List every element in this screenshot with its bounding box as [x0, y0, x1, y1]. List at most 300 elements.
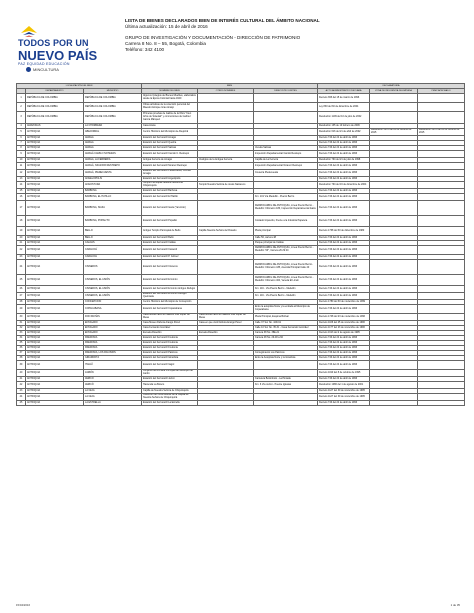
- table-cell: Decreto 1190 del 8 de octubre de 1995: [318, 370, 370, 377]
- table-cell: ANTIOQUIA: [26, 300, 84, 305]
- table-cell: [198, 170, 254, 177]
- table-cell: ANTIOQUIA: [26, 227, 84, 236]
- table-cell: Decreto 746 del 24 de abril de 1996: [318, 194, 370, 201]
- table-cell: [370, 293, 418, 300]
- table-cell: FERROCARRIL DE ANTIOQUIA, Línea Puerto Berrío-Medellín: Kilómetro 435, Avenida Principal Calle 40: [254, 260, 318, 275]
- table-cell: Casa Arana: [142, 124, 198, 129]
- table-cell: LA CEJA: [84, 389, 142, 394]
- table-cell: [198, 112, 254, 124]
- heritage-table: [16, 83, 465, 406]
- table-cell: [198, 361, 254, 370]
- table-cell: 42: [17, 382, 26, 389]
- table-cell: 39: [17, 361, 26, 370]
- table-cell: ABEJORRAL: [84, 129, 142, 136]
- table-cell: ANTIOQUIA: [26, 246, 84, 255]
- table-cell: AMAGÁ: [84, 141, 142, 146]
- table-cell: 28: [17, 300, 26, 305]
- table-cell: [254, 394, 318, 401]
- table-cell: Parque principal de Caldas: [254, 241, 318, 246]
- table-cell: Decreto 1780 del 30 de noviembre de 1999: [318, 300, 370, 305]
- table-cell: 34: [17, 336, 26, 341]
- table-cell: Km. 116 - Vía Puerto Berrío - Medellín: [254, 293, 318, 300]
- table-cell: [418, 401, 465, 406]
- table-cell: Estación del Ferrocarril Itagüí: [142, 361, 198, 370]
- table-cell: Estación del Ferrocarril Amagá: [142, 136, 198, 141]
- table-cell: Decreto 1177 del 23 de noviembre de 1996: [318, 326, 370, 331]
- table-cell: Escuela Rosellón: [198, 331, 254, 336]
- page-header: [0, 0, 474, 80]
- table-cell: Decreto 746 del 24 de abril de 1996: [318, 260, 370, 275]
- table-cell: Decreto 746 del 24 de abril de 1996: [318, 246, 370, 255]
- table-cell: 10: [17, 158, 26, 163]
- table-cell: LA CEJA: [84, 394, 142, 401]
- table-cell: [418, 314, 465, 321]
- table-row: [17, 370, 465, 377]
- table-cell: Carrera 48 No. 29-48 a 60: [254, 336, 318, 341]
- table-cell: Estación del Ferrocarril Isaza (Yarumito): [142, 201, 198, 216]
- table-cell: 27: [17, 293, 26, 300]
- table-cell: [418, 182, 465, 189]
- table-cell: Templo Parroquial Nuestra Señora de Chiquinquirá: [142, 182, 198, 189]
- table-cell: Decreto 746 del 24 de abril de 1996: [318, 351, 370, 356]
- table-cell: [254, 370, 318, 377]
- table-cell: Antigua Ferrería de Amagá: [142, 158, 198, 163]
- table-cell: Plaza Principal, Esquina Bolívar: [254, 314, 318, 321]
- table-cell: Resolución 1109 del 10 de julio de 2002: [318, 112, 370, 124]
- table-row: [17, 361, 465, 370]
- table-cell: [254, 112, 318, 124]
- table-cell: Capilla de Nuestra Señora de Chiquinquirá: [142, 389, 198, 394]
- table-cell: ANTIOQUIA: [26, 346, 84, 351]
- table-cell: Estación del Ferrocarril Palomos: [142, 351, 198, 356]
- table-cell: Estación del Ferrocarril Quebra: [142, 141, 198, 146]
- table-cell: ANTIOQUIA: [26, 326, 84, 331]
- document-title: LISTA DE BIENES DECLARADOS BIEN DE INTERÉS CULTURAL DEL ÁMBITO NACIONAL: [125, 18, 320, 23]
- table-cell: ANTIOQUIA: [26, 331, 84, 336]
- table-cell: [418, 227, 465, 236]
- table-cell: Decreto 746 del 24 de abril de 1996: [318, 170, 370, 177]
- table-cell: [370, 216, 418, 227]
- table-cell: [418, 194, 465, 201]
- table-cell: Casa donde nació el maestro Luis López de Mesa: [142, 314, 198, 321]
- table-cell: BARBOSA, ISAZA: [84, 201, 142, 216]
- table-cell: [198, 401, 254, 406]
- table-cell: [418, 103, 465, 112]
- table-cell: [370, 182, 418, 189]
- table-cell: Decreto 746 del 24 de abril de 1996: [318, 146, 370, 151]
- table-row: [17, 227, 465, 236]
- table-cell: Decreto 746 del 24 de abril de 1996: [318, 216, 370, 227]
- table-cell: ANTIOQUIA: [26, 236, 84, 241]
- table-cell: 15: [17, 189, 26, 194]
- table-cell: Casa Fernando González: [142, 326, 198, 331]
- table-cell: [254, 401, 318, 406]
- table-cell: Estación del Ferrocarril Barbosa: [142, 189, 198, 194]
- table-cell: Cresería Piedecuesta: [254, 170, 318, 177]
- table-body: [17, 94, 465, 406]
- table-cell: ANTIOQUIA: [26, 129, 84, 136]
- table-cell: ANTIOQUIA: [26, 194, 84, 201]
- table-cell: ANTIOQUIA: [26, 260, 84, 275]
- table-cell: [198, 260, 254, 275]
- table-cell: Estación del Ferrocarril Popalito: [142, 216, 198, 227]
- column-header: ZONA DE INFLUENCIA DELIMITADA: [370, 89, 418, 94]
- table-cell: [198, 201, 254, 216]
- table-cell: [418, 275, 465, 286]
- table-cell: REPÚBLICA DE COLOMBIA: [26, 112, 84, 124]
- table-cell: 13: [17, 177, 26, 182]
- logo-line-2: NUEVO PAÍS: [18, 48, 98, 63]
- table-cell: [198, 370, 254, 377]
- table-cell: Decreto 746 del 24 de abril de 1996: [318, 356, 370, 361]
- table-cell: Decreto 746 del 24 de abril de 1996: [318, 177, 370, 182]
- table-cell: ANTIOQUIA: [26, 141, 84, 146]
- table-cell: ANTIOQUIA: [26, 382, 84, 389]
- table-cell: Estación del Ferrocarril El Limón Refugio Quebrada: [142, 293, 198, 300]
- table-cell: Estación del Ferrocarril Salinas: [142, 146, 198, 151]
- table-cell: Decreto 746 del 24 de abril de 1996: [318, 151, 370, 158]
- table-row: [17, 275, 465, 286]
- table-cell: Resolución 135 de 10 febrero de 2006: [318, 124, 370, 129]
- table-cell: CARACOLÍ: [84, 246, 142, 255]
- table-cell: [418, 260, 465, 275]
- table-cell: BARBOSA, EL HATILLO: [84, 194, 142, 201]
- table-cell: ENVIGADO: [84, 331, 142, 336]
- table-cell: ANGOSTURA: [84, 182, 142, 189]
- table-cell: Decreto 746 del 24 de abril de 1996: [318, 336, 370, 341]
- table-cell: [418, 286, 465, 293]
- table-cell: BELLO: [84, 236, 142, 241]
- address: Carrera 8 No. 8 – 55, Bogotá, Colombia: [125, 41, 206, 46]
- table-cell: Estación del Ferrocarril Jericó: [142, 377, 198, 382]
- table-cell: ANTIOQUIA: [26, 401, 84, 406]
- table-cell: CISNEROS, EL LIMÓN: [84, 275, 142, 286]
- table-cell: [254, 182, 318, 189]
- table-cell: 43: [17, 389, 26, 394]
- footer-date: 15/04/2016: [16, 603, 30, 607]
- table-cell: [418, 151, 465, 158]
- table-row: [17, 201, 465, 216]
- table-cell: 26: [17, 286, 26, 293]
- table-cell: 6: [17, 136, 26, 141]
- table-cell: Conjunto de la Plaza Principal del Municipio de Jardín: [142, 370, 198, 377]
- table-cell: [198, 194, 254, 201]
- table-cell: Colección de Obra Mueble de la Capilla de Nuestra Señora de Chiquinquirá: [142, 394, 198, 401]
- table-cell: Resolución 3078 del 22 de octubre de 2015: [418, 129, 465, 136]
- table-cell: 4: [17, 124, 26, 129]
- table-cell: FREDONIA: [84, 341, 142, 346]
- table-cell: [418, 112, 465, 124]
- table-cell: [198, 94, 254, 103]
- table-cell: Estación del Ferrocarril Camilo C. Restrepo: [142, 151, 198, 158]
- table-cell: Calle 56, carrera 48: [254, 236, 318, 241]
- table-cell: [254, 361, 318, 370]
- table-cell: ANTIOQUIA: [26, 321, 84, 326]
- table-cell: 32: [17, 326, 26, 331]
- table-cell: [418, 163, 465, 170]
- table-cell: 21: [17, 241, 26, 246]
- table-cell: Centro Histórico del Municipio de Abejorral: [142, 129, 198, 136]
- table-cell: ANTIOQUIA: [26, 151, 84, 158]
- table-cell: ANTIOQUIA: [26, 241, 84, 246]
- table-cell: 37: [17, 351, 26, 356]
- table-cell: AMAGÁ: [84, 136, 142, 141]
- table-cell: Primeras pruebas de Gaitrie de la Obra "Cien Años de Soledad" y conmociones de Gabriel García Márquez: [142, 112, 198, 124]
- table-cell: ANTIOQUIA: [26, 286, 84, 293]
- table-cell: JERICÓ: [84, 382, 142, 389]
- table-cell: [418, 201, 465, 216]
- table-cell: Decreto 1166 del 25 de noviembre de 1996: [318, 321, 370, 326]
- table-cell: 5: [17, 129, 26, 136]
- table-cell: ANTIOQUIA: [26, 163, 84, 170]
- document-heading: [125, 18, 320, 53]
- table-cell: [254, 94, 318, 103]
- table-cell: 1: [17, 94, 26, 103]
- table-cell: [418, 394, 465, 401]
- table-cell: ANTIOQUIA: [26, 305, 84, 314]
- table-cell: Estación del Ferrocarril Caldas: [142, 241, 198, 246]
- table-cell: Antiguo Templo Parroquial de Bello: [142, 227, 198, 236]
- table-cell: Decreto 746 del 24 de abril de 1996: [318, 401, 370, 406]
- table-cell: Estación del Ferrocarril Fredonia: [142, 346, 198, 351]
- table-row: [17, 129, 465, 136]
- colombia-flag-icon: [20, 25, 38, 39]
- table-row: [17, 246, 465, 255]
- table-cell: Casa en que vivió Débora Arango Pérez: [198, 321, 254, 326]
- table-cell: 16: [17, 194, 26, 201]
- table-cell: 19: [17, 227, 26, 236]
- table-cell: 41: [17, 377, 26, 382]
- table-cell: CALDAS: [84, 241, 142, 246]
- table-cell: Estación del Ferrocarril Girardota: [142, 356, 198, 361]
- table-cell: 20: [17, 236, 26, 241]
- table-cell: [370, 370, 418, 377]
- table-cell: COPACABANA: [84, 305, 142, 314]
- table-cell: [418, 370, 465, 377]
- table-cell: Estación del Ferrocarril El Limón: [142, 275, 198, 286]
- table-cell: Calle 37 Sur No. 44D-91: [254, 321, 318, 326]
- table-cell: Estación del Ferrocarril Bello: [142, 236, 198, 241]
- table-cell: Capilla de La Ferrería: [254, 158, 318, 163]
- table-cell: Decreto 746 del 24 de abril de 1996: [318, 377, 370, 382]
- table-cell: Estación del Ferrocarril Piedecuesta, Corrala Amagá: [142, 170, 198, 177]
- table-cell: 30: [17, 314, 26, 321]
- table-row: [17, 182, 465, 189]
- table-cell: [418, 382, 465, 389]
- table-cell: 8: [17, 146, 26, 151]
- ministry-dot-icon: [26, 67, 31, 72]
- table-row: [17, 163, 465, 170]
- table-cell: AMAGÁ CAMILO NOTERAS: [84, 151, 142, 158]
- table-cell: Templo Nuestra Señora de Jesús Nazareno: [198, 182, 254, 189]
- table-cell: Escuela Rosellón: [142, 331, 198, 336]
- table-cell: CISNEROS: [84, 260, 142, 275]
- table-cell: 45: [17, 401, 26, 406]
- table-cell: ENVIGADO: [84, 326, 142, 331]
- table-cell: ANTIOQUIA: [26, 314, 84, 321]
- table-cell: [370, 275, 418, 286]
- table-cell: ANTIOQUIA: [26, 189, 84, 194]
- table-cell: 31: [17, 321, 26, 326]
- table-cell: [370, 227, 418, 236]
- table-cell: [198, 382, 254, 389]
- group-header-bien: BIEN: [142, 84, 318, 89]
- table-cell: Estación del Ferrocarril El Limón Antiguo Refugio: [142, 286, 198, 293]
- column-header: PEMP APROBADO: [418, 89, 465, 94]
- table-cell: Estación del Ferrocarril La Estrella: [142, 401, 198, 406]
- table-cell: FERROCARRIL DE ANTIOQUIA, Línea Puerto Berrío - Medellín: 56°, Carrera 26 29 00: [254, 246, 318, 255]
- table-row: [17, 401, 465, 406]
- table-cell: REPÚBLICA DE COLOMBIA: [84, 103, 142, 112]
- table-cell: [418, 305, 465, 314]
- table-cell: Decreto 746 del 24 de abril de 1996: [318, 341, 370, 346]
- table-cell: 38: [17, 356, 26, 361]
- table-row: [17, 293, 465, 300]
- table-row: [17, 314, 465, 321]
- table-cell: ANTIOQUIA: [26, 361, 84, 370]
- table-cell: [198, 103, 254, 112]
- table-cell: AMAGÁ, PIEDECUESTA: [84, 170, 142, 177]
- table-cell: Decreto 746 del 24 de abril de 1996: [318, 136, 370, 141]
- table-cell: 33: [17, 331, 26, 336]
- group-name: GRUPO DE INVESTIGACIÓN Y DOCUMENTACIÓN - DIRECCIÓN DE PATRIMONIO: [125, 35, 301, 40]
- table-cell: ANTIOQUIA: [26, 146, 84, 151]
- table-cell: ANTIOQUIA: [26, 351, 84, 356]
- table-cell: AMAZONAS: [26, 124, 84, 129]
- table-cell: Decreto 746 del 24 de abril de 1996: [318, 141, 370, 146]
- table-cell: 17: [17, 201, 26, 216]
- table-cell: [370, 305, 418, 314]
- table-cell: Inspección Departamental Camilo Restrepo: [254, 151, 318, 158]
- table-cell: Decreto 746 del 24 de abril de 1996: [318, 275, 370, 286]
- table-cell: Entre la Autopista Norte y la Girardota: [254, 356, 318, 361]
- table-cell: REPÚBLICA DE COLOMBIA: [26, 103, 84, 112]
- table-row: [17, 170, 465, 177]
- table-cell: Estación del Ferrocarril Caracolí: [142, 246, 198, 255]
- table-cell: JERICÓ: [84, 377, 142, 382]
- table-cell: [370, 170, 418, 177]
- table-cell: [370, 314, 418, 321]
- table-cell: Decreto 746 del 24 de abril de 1996: [318, 346, 370, 351]
- table-cell: 36: [17, 346, 26, 351]
- column-header: ACTO ADMINISTRATIVO DECLARA: [318, 89, 370, 94]
- table-cell: FERROCARRIL DE ANTIOQUIA, Línea Puerto Berrío - Medellín: Kilómetro 464, Vereda El Limón: [254, 275, 318, 286]
- table-cell: [254, 103, 318, 112]
- table-cell: CISNEROS, EL LIMÓN: [84, 293, 142, 300]
- table-cell: Estación del Ferrocarril Nicanor Restrepo: [142, 163, 198, 170]
- table-row: [17, 112, 465, 124]
- table-cell: [370, 194, 418, 201]
- table-cell: ANTIOQUIA: [26, 158, 84, 163]
- table-cell: [370, 286, 418, 293]
- table-cell: BARBOSA: [84, 189, 142, 194]
- table-cell: [370, 260, 418, 275]
- table-cell: Estación del Ferrocarril Fredonia: [142, 341, 198, 346]
- table-cell: ITAGÜÍ: [84, 361, 142, 370]
- table-cell: Decreto 1127 del 30 de noviembre de 1995: [318, 394, 370, 401]
- table-cell: ANTIOQUIA: [26, 136, 84, 141]
- table-cell: Decreto 746 del 24 de abril de 1996: [318, 305, 370, 314]
- column-header: MUNICIPIO: [84, 89, 142, 94]
- table-cell: [418, 216, 465, 227]
- table-cell: Decreto 746 del 24 de abril de 1996: [318, 293, 370, 300]
- table-cell: 35: [17, 341, 26, 346]
- table-cell: AMAGÁ, NICANOR RESTREPO: [84, 163, 142, 170]
- table-cell: 14: [17, 182, 26, 189]
- table-cell: FERROCARRIL DE ANTIOQUIA, Línea Puerto Berrío - Medellín: Kilómetro 186, Inspección Departamental Isaza: [254, 201, 318, 216]
- table-cell: [198, 151, 254, 158]
- table-cell: Estación del Ferrocarril Cisneros: [142, 260, 198, 275]
- table-cell: 25: [17, 275, 26, 286]
- table-cell: Decreto 746 del 24 de abril de 1996: [318, 255, 370, 260]
- table-cell: [370, 163, 418, 170]
- table-cell: Decreto 746 del 24 de abril de 1996: [318, 241, 370, 246]
- table-cell: 11: [17, 163, 26, 170]
- table-cell: Estación del Ferrocarril Copacabana: [142, 305, 198, 314]
- table-row: [17, 305, 465, 314]
- table-cell: [198, 305, 254, 314]
- table-row: [17, 94, 465, 103]
- table-cell: [370, 112, 418, 124]
- table-cell: 9: [17, 151, 26, 158]
- table-row: [17, 286, 465, 293]
- table-cell: Carrera 38 No. 38E-21: [254, 331, 318, 336]
- table-cell: ANTIOQUIA: [26, 177, 84, 182]
- table-cell: 2: [17, 103, 26, 112]
- table-cell: BARBOSA, POPALITO: [84, 216, 142, 227]
- table-cell: Obras artísticas de la colección personal del Maestro Enrique Grau Araújo: [142, 103, 198, 112]
- table-cell: 12: [17, 170, 26, 177]
- table-cell: FREDONIA: [84, 336, 142, 341]
- table-cell: ANTIOQUIA: [26, 275, 84, 286]
- phone: Teléfono: 342 4100: [125, 47, 165, 52]
- table-cell: Carretera Bolombolo - La Pintada: [254, 377, 318, 382]
- table-cell: ANTIOQUIA: [26, 394, 84, 401]
- logo-line-3: PAZ EQUIDAD EDUCACIÓN: [18, 62, 70, 66]
- table-cell: [418, 94, 465, 103]
- table-cell: REPÚBLICA DE COLOMBIA: [26, 94, 84, 103]
- column-header: DEPARTAMENTO: [26, 89, 84, 94]
- table-cell: Decreto 746 del 24 de abril de 1996: [318, 189, 370, 194]
- table-cell: AMAGÁ: [84, 146, 142, 151]
- table-cell: Casa donde nació el maestro Luis López de Mesa: [198, 314, 254, 321]
- table-cell: 18: [17, 216, 26, 227]
- table-cell: Resolución 1086 del 1 de agosto de 2001: [318, 382, 370, 389]
- table-cell: ANTIOQUIA: [26, 370, 84, 377]
- table-cell: ANTIOQUIA: [26, 389, 84, 394]
- table-cell: Hacienda La Botero: [142, 382, 198, 389]
- column-header: DIRECCIÓN / LÍMITES: [254, 89, 318, 94]
- table-cell: AMAGÁ, LA FERRERÍA: [84, 158, 142, 163]
- table-cell: Capilla Nuestra Señora del Rosario: [198, 227, 254, 236]
- table-cell: Entre la autopista Norte y la entrada al Municipio de Copacabana: [254, 305, 318, 314]
- table-row: [17, 216, 465, 227]
- table-cell: CISNEROS, EL LIMÓN: [84, 286, 142, 293]
- table-cell: Km. 6 Vía Jericó - Puente Iglesias: [254, 382, 318, 389]
- table-cell: ANTIOQUIA: [26, 341, 84, 346]
- table-cell: [418, 361, 465, 370]
- table-cell: ANTIOQUIA: [26, 216, 84, 227]
- table-cell: FREDONIA, LOS PALOMOS: [84, 351, 142, 356]
- table-row: [17, 394, 465, 401]
- table-cell: [198, 394, 254, 401]
- table-cell: Calle 10 Sur No. 35-31 - Casa Fernando González: [254, 326, 318, 331]
- table-cell: 24: [17, 260, 26, 275]
- table-cell: Centro Histórico del Municipio de Concepción: [142, 300, 198, 305]
- table-cell: 40: [17, 370, 26, 377]
- table-cell: CONCEPCIÓN: [84, 300, 142, 305]
- table-cell: ANTIOQUIA: [26, 255, 84, 260]
